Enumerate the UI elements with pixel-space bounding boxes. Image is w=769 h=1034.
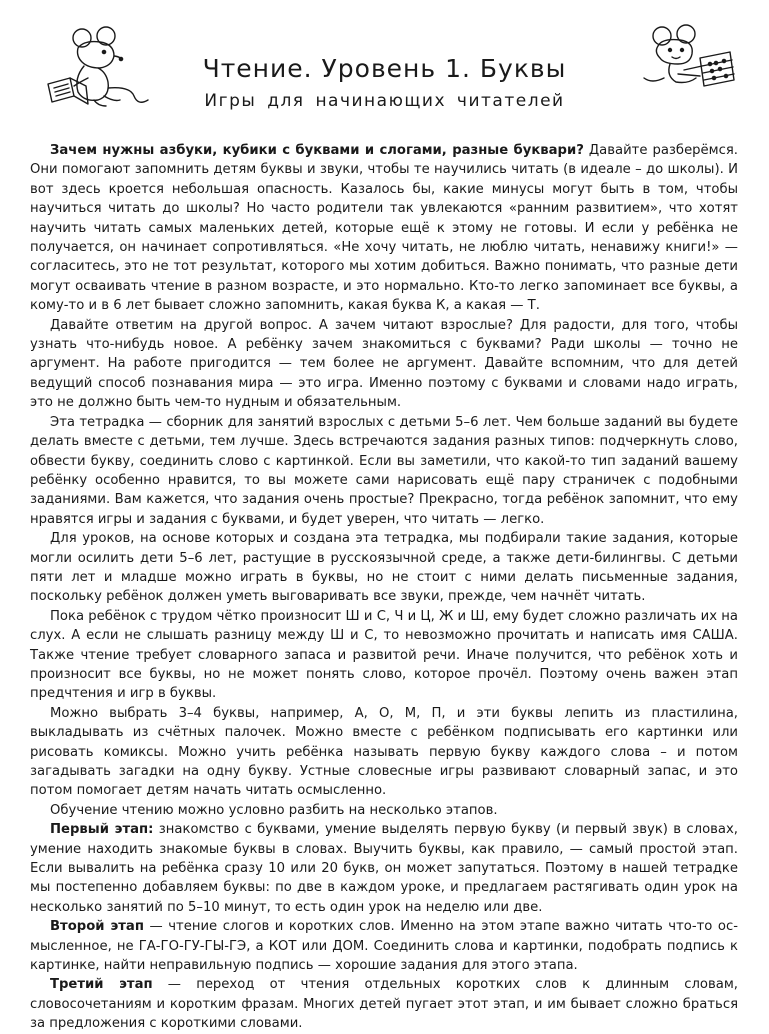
paragraph (30, 704, 738, 801)
paragraph-text: Пока ребёнок с трудом чётко произносит Ш и С, Ч и Ц, Ж и Ш, ему будет сложно различать их на слух. А если не слышать разницу между Ш и С, то невозможно прочитать и написать имя САША. Также чтение требует словарного запаса и развитой речи. Иначе получится, что ребёнок хоть и произносит все буквы, но не может понять слово, которое прочёл. Поэтому очень важен этап предчтения и игр в буквы. (30, 608, 738, 702)
paragraph (30, 316, 738, 413)
paragraph (30, 529, 738, 607)
paragraph-lead: Зачем нужны азбуки, кубики с буквами и слогами, разные буквари? (50, 143, 584, 158)
page-header (0, 0, 769, 130)
paragraph (30, 607, 738, 704)
paragraph-text: Давайте ответим на другой вопрос. А зачем читают взрослые? Для радости, для того, чтобы узнать что-нибудь новое. А ребёнку зачем знакомиться с буквами? Ради школы — точно не аргумент. На работе пригодится — тем более не аргумент. Давайте вспомним, что для детей ведущий способ познавания мира — это игра. Именно поэтому с буквами и словами надо играть, это не должно быть чем-то нудным и обязательным. (30, 317, 738, 411)
paragraph (30, 917, 738, 975)
page-subtitle: Игры для начинающих читателей (204, 91, 565, 111)
paragraph-text: знакомство с буквами, умение выделять первую букву (и первый звук) в словах, умение находить знакомые буквы в словах. Выучить буквы, как правило, — самый простой этап. Если вывалить на ребёнка сразу 10 или 20 букв, он может запутаться. Поэтому в нашей тетрадке мы постепенно добавляем буквы: по две в каждом уроке, и предлагаем растягивать один урок на несколько занятий по 5–10 минут, то есть один урок на неделю или две. (30, 822, 738, 915)
page-title: Чтение. Уровень 1. Буквы (202, 54, 567, 83)
paragraph-text: Эта тетрадка — сборник для занятий взрослых с детьми 5–6 лет. Чем больше заданий вы будете делать вместе с детьми, тем лучше. Здесь встречаются задания разных типов: подчеркнуть слово, обвести букву, соединить слово с картинкой. Если вы заметили, что какой-то тип заданий вашему ребёнку особенно нравится, то вы можете сами нарисовать ещё пару страничек с подобными заданиями. Вам кажется, что задания очень простые? Прекрасно, тогда ребёнок запомнит, что ему нравятся игры и задания с буквами, и будет уверен, что читать — легко. (30, 414, 738, 527)
paragraph-text: Давайте разберёмся. Они помогают запомнить детям буквы и звуки, чтобы те научились читать (в идеале – до школы). И вот здесь кроется небольшая опасность. Казалось бы, какие минусы могут быть в том, чтобы научиться читать до школы? Но часто родители так увлекаются «ранним развитием», что хотят научить читать самых маленьких детей, которые ещё к этому не готовы. И если у ребёнка не получается, он начинает сопротивляться. «Не хочу читать, не люблю читать, ненавижу книги!» — согласитесь, это не тот результат, которого мы хотим добиться. Важно понимать, что разные дети могут осваивать чтение в разном возрасте, и это нормально. Кто-то легко запоминает все буквы, а кому-то и в 6 лет бывает сложно запомнить, какая буква К, а какая — Т. (30, 143, 738, 314)
paragraph-text: Можно выбрать 3–4 буквы, например, А, О, М, П, и эти буквы лепить из пластилина, выкладывать из счётных палочек. Можно вместе с ребёнком подписывать его картинки или рисовать комиксы. Можно учить ребёнка называть первую букву каждого слова – и потом загадывать загадки на одну букву. Устные словесные игры развивают словарный запас, и это потом помогает детям начать читать осмысленно. (30, 705, 738, 799)
paragraph (30, 975, 738, 1033)
paragraph-lead: Третий этап (50, 977, 153, 993)
paragraph-lead: Второй этап (50, 919, 144, 935)
mouse-abacus-illustration (640, 22, 740, 90)
paragraph (30, 141, 738, 316)
article-body (30, 141, 738, 1034)
paragraph-lead: Первый этап: (50, 822, 154, 838)
paragraph-text: Обучение чтению можно условно разбить на несколько этапов. (50, 802, 498, 818)
paragraph (30, 820, 738, 917)
paragraph-text: — переход от чтения отдельных коротких слов к длинным словам, словосочетаниям и коротким фразам. Многих детей пугает этот этап, и им бывает сложно браться за предложения с короткими словами. (30, 977, 738, 1032)
paragraph-text: — чтение слогов и коротких слов. Именно на этом этапе важно читать что-то осмысленное, не ГА-ГО-ГУ-ГЫ-ГЭ, а КОТ или ДОМ. Соединить слова и картинки, подобрать подпись к картинке, найти неправильную подпись — хорошие задания для этого этапа. (30, 919, 738, 974)
paragraph (30, 801, 738, 820)
paragraph-text: Для уроков, на основе которых и создана эта тетрадка, мы подбирали такие задания, которые могли осилить дети 5–6 лет, растущие в русскоязычной среде, а также дети-билингвы. С детьми пяти лет и младше можно играть в буквы, но не стоит с ними делать письменные задания, поскольку ребёнок должен уметь выговаривать все звуки, прежде, чем начнёт читать. (30, 531, 738, 605)
paragraph (30, 413, 738, 529)
